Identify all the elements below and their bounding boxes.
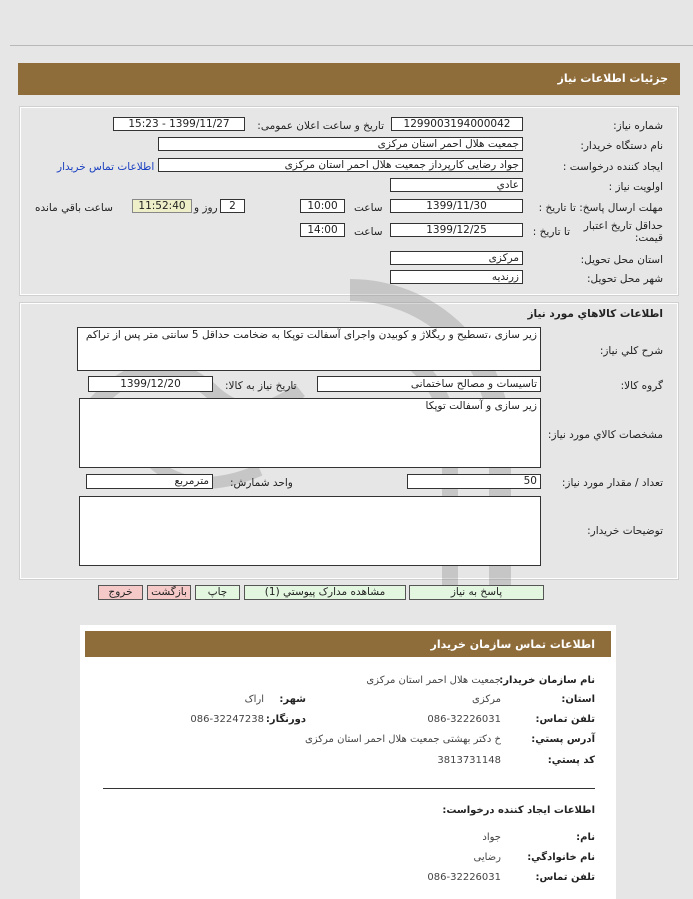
announce-field: 1399/11/27 - 15:23 (113, 117, 245, 131)
print-button[interactable]: چاپ (195, 585, 240, 600)
spec-label: مشخصات کالاي مورد نیاز: (547, 429, 663, 441)
validity-label: حداقل تاریخ اعتبار قیمت: (583, 220, 663, 244)
back-button[interactable]: بازگشت (147, 585, 191, 600)
need-date-field: 1399/12/20 (88, 376, 213, 392)
desc-label: شرح کلي نیاز: (599, 345, 663, 357)
city-contact-value: اراک (244, 694, 264, 705)
qty-label: تعداد / مقدار مورد نیاز: (561, 477, 663, 489)
phone-label: تلفن تماس: (535, 714, 595, 725)
need-info-panel (20, 107, 678, 295)
city-label: شهر محل تحویل: (587, 273, 663, 285)
name-label: نام: (576, 832, 595, 843)
fax-value: 086-32247238 (190, 714, 264, 725)
fax-label: دورنگار: (265, 714, 306, 725)
deadline-label: مهلت ارسال پاسخ: تا تاریخ : (538, 202, 663, 214)
postal-label: کد پستي: (547, 755, 595, 766)
group-label: گروه کالا: (620, 380, 663, 392)
province-field: مرکزی (390, 251, 523, 265)
contact-divider (103, 788, 595, 789)
remaining-time-field: 11:52:40 (132, 199, 192, 213)
deadline-date-field: 1399/11/30 (390, 199, 523, 213)
deadline-time-field: 10:00 (300, 199, 345, 213)
name-value: جواد (482, 832, 501, 843)
buyer-contact-link[interactable]: اطلاعات تماس خریدار (57, 161, 155, 173)
need-date-label: تاریخ نیاز به کالا: (225, 380, 297, 392)
page-header: جزئیات اطلاعات نیاز (18, 63, 680, 95)
org-label: نام سازمان خریدار: (499, 675, 595, 686)
priority-field: عادي (390, 178, 523, 192)
group-field: تاسیسات و مصالح ساختمانی (317, 376, 541, 392)
postal-value: 3813731148 (437, 755, 501, 766)
announce-label: تاریخ و ساعت اعلان عمومی: (257, 120, 384, 132)
need-number-field: 1299003194000042 (391, 117, 523, 131)
province-label: استان محل تحویل: (580, 254, 663, 266)
unit-field: مترمربع (86, 474, 213, 489)
deadline-time-label: ساعت (354, 202, 383, 214)
remaining-label: ساعت باقي مانده (35, 202, 113, 214)
family-value: رضایی (473, 852, 501, 863)
validity-time-label: ساعت (354, 226, 383, 238)
validity-date-field: 1399/12/25 (390, 223, 523, 237)
notes-label: توضیحات خریدار: (587, 525, 663, 537)
creator-phone-label: تلفن تماس: (535, 872, 595, 883)
creator-label: ایجاد کننده درخواست : (562, 161, 663, 173)
address-value: خ دکتر بهشتی جمعیت هلال احمر استان مرکزی (304, 734, 501, 745)
province-contact-value: مرکزی (472, 694, 501, 705)
province-contact-label: استان: (561, 694, 595, 705)
validity-time-field: 14:00 (300, 223, 345, 237)
days-field: 2 (220, 199, 245, 213)
priority-label: اولویت نیاز : (608, 181, 663, 193)
qty-field: 50 (407, 474, 541, 489)
creator-info-title: اطلاعات ایجاد کننده درخواست: (442, 805, 595, 816)
city-contact-label: شهر: (279, 694, 306, 705)
buyer-field: جمعیت هلال احمر استان مرکزی (158, 137, 523, 151)
validity-to-label: تا تاریخ : (532, 226, 570, 238)
unit-label: واحد شمارش: (230, 477, 293, 489)
reply-button[interactable]: پاسخ به نیاز (409, 585, 544, 600)
phone-value: 086-32226031 (427, 714, 501, 725)
buyer-label: نام دستگاه خریدار: (580, 140, 663, 152)
notes-textarea[interactable] (79, 496, 541, 566)
top-divider (10, 45, 693, 46)
days-label: روز و (194, 202, 218, 214)
need-number-label: شماره نیاز: (613, 120, 663, 132)
exit-button[interactable]: خروج (98, 585, 143, 600)
address-label: آدرس پستي: (531, 734, 595, 745)
contact-header: اطلاعات تماس سازمان خریدار (85, 631, 611, 657)
creator-phone-value: 086-32226031 (427, 872, 501, 883)
family-label: نام خانوادگي: (527, 852, 595, 863)
creator-field: جواد رضایی کارپرداز جمعیت هلال احمر استان مرکزی (158, 158, 523, 172)
org-value: جمعیت هلال احمر استان مرکزی (366, 675, 501, 686)
city-field: زرندیه (390, 270, 523, 284)
spec-textarea[interactable]: زیر سازی و آسفالت توپکا (79, 398, 541, 468)
view-attachments-button[interactable]: مشاهده مدارک پیوستي (1) (244, 585, 406, 600)
goods-section-title: اطلاعات کالاهاي مورد نیاز (527, 308, 663, 320)
desc-textarea[interactable]: زیر سازی ،تسطیح و ریگلاژ و کوبیدن واجرای آسفالت توپکا به ضخامت حداقل 5 سانتی متر پس از تراکم (77, 327, 541, 371)
